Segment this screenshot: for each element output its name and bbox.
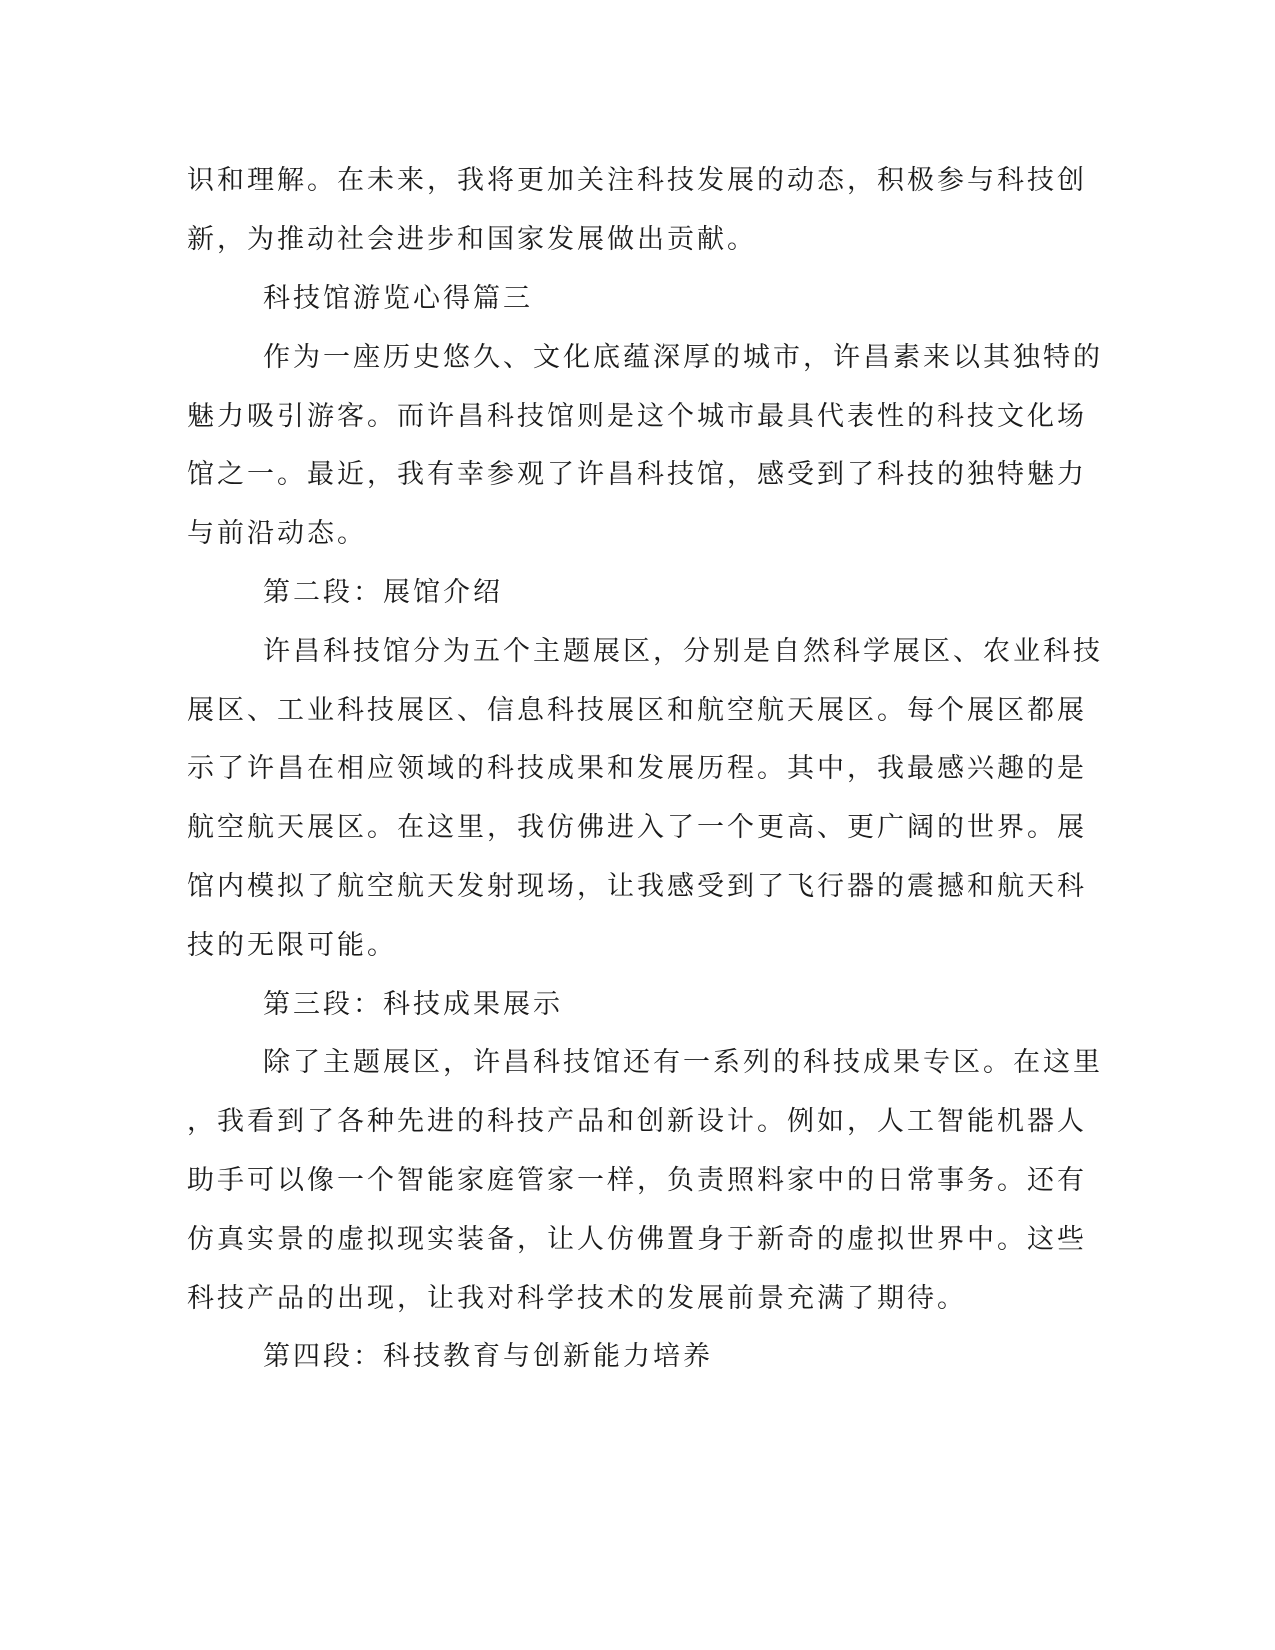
text-line: 仿真实景的虚拟现实装备，让人仿佛置身于新奇的虚拟世界中。这些 (187, 1224, 1087, 1255)
text-line: 识和理解。在未来，我将更加关注科技发展的动态，积极参与科技创 (187, 165, 1087, 196)
text-line: 新，为推动社会进步和国家发展做出贡献。 (187, 224, 757, 255)
section-heading: 第四段：科技教育与创新能力培养 (263, 1341, 713, 1372)
text-line: 许昌科技馆分为五个主题展区，分别是自然科学展区、农业科技 (263, 636, 1103, 667)
text-line: ，我看到了各种先进的科技产品和创新设计。例如，人工智能机器人 (187, 1106, 1087, 1137)
text-line: 助手可以像一个智能家庭管家一样，负责照料家中的日常事务。还有 (187, 1165, 1087, 1196)
text-line: 馆之一。最近，我有幸参观了许昌科技馆，感受到了科技的独特魅力 (187, 459, 1087, 490)
section-heading: 第三段：科技成果展示 (263, 989, 563, 1020)
text-line: 魅力吸引游客。而许昌科技馆则是这个城市最具代表性的科技文化场 (187, 401, 1087, 432)
text-line: 除了主题展区，许昌科技馆还有一系列的科技成果专区。在这里 (263, 1047, 1103, 1078)
text-line: 展区、工业科技展区、信息科技展区和航空航天展区。每个展区都展 (187, 695, 1087, 726)
text-line: 作为一座历史悠久、文化底蕴深厚的城市，许昌素来以其独特的 (263, 342, 1103, 373)
text-line: 馆内模拟了航空航天发射现场，让我感受到了飞行器的震撼和航天科 (187, 871, 1087, 902)
section-heading: 第二段：展馆介绍 (263, 577, 503, 608)
text-line: 示了许昌在相应领域的科技成果和发展历程。其中，我最感兴趣的是 (187, 753, 1087, 784)
text-line: 航空航天展区。在这里，我仿佛进入了一个更高、更广阔的世界。展 (187, 812, 1087, 843)
text-line: 科技产品的出现，让我对科学技术的发展前景充满了期待。 (187, 1283, 967, 1314)
section-heading: 科技馆游览心得篇三 (263, 283, 533, 314)
text-line: 技的无限可能。 (187, 930, 397, 961)
text-line: 与前沿动态。 (187, 518, 367, 549)
